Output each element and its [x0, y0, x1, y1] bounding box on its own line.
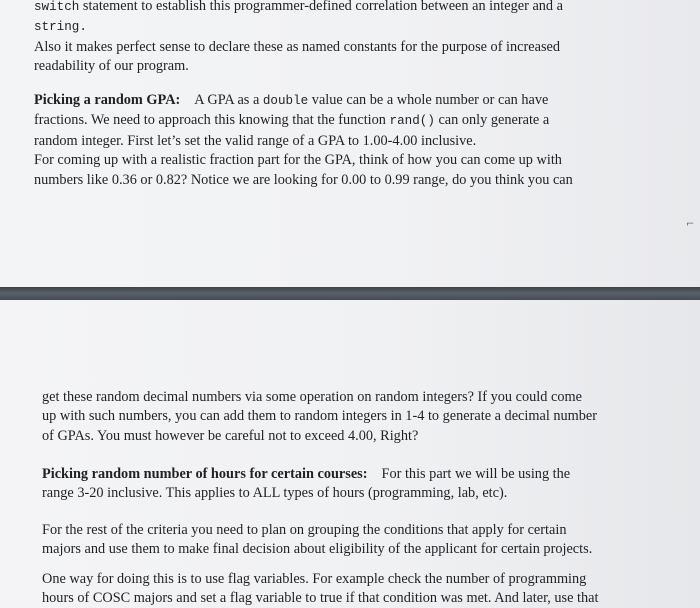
code-rand: rand() — [389, 114, 435, 129]
text-line: For this part we will be using the — [381, 466, 571, 482]
text-line: random integer. First let’s set the valid range of a GPA to 1.00-4.00 inclusive. — [34, 132, 477, 149]
text-line: statement to establish this programmer-defined correlation between an integer and a — [79, 0, 564, 14]
text-line: get these random decimal numbers via some operation on random integers? If you could come — [42, 389, 582, 405]
photo-divider-bar — [0, 287, 700, 300]
text-line: One way for doing this is to use flag variables. For example check the number of programming — [42, 571, 587, 587]
paragraph-switch-statement — [34, 0, 563, 77]
text-line: fractions. We need to approach this knowing that the function — [34, 112, 390, 129]
text-line: majors and use them to make final decision about eligibility of the applicant for certain projects. — [42, 541, 593, 558]
code-switch: switch — [34, 0, 80, 14]
text-line: up with such numbers, you can add them to random integers in 1-4 to generate a decimal number — [42, 408, 598, 425]
text-line: Also it makes perfect sense to declare these as named constants for the purpose of increased — [34, 38, 561, 55]
text-line: For coming up with a realistic fraction part for the GPA, think of how you can come up with — [34, 152, 562, 169]
paragraph-criteria — [42, 521, 592, 560]
text-line: value can be a whole number or can have — [308, 92, 549, 108]
text-line: A GPA as a — [194, 92, 263, 108]
mouse-cursor-icon: ⌐ — [686, 219, 695, 230]
text-line: can only generate a — [434, 112, 550, 129]
text-line: numbers like 0.36 or 0.82? Notice we are looking for 0.00 to 0.99 range, do you think you can — [34, 171, 573, 188]
top-page-photo — [0, 0, 700, 287]
bottom-page-photo — [0, 300, 700, 608]
paragraph-decimal-numbers — [42, 388, 597, 446]
paragraph-random-gpa — [34, 91, 573, 190]
code-string: string. — [34, 20, 87, 35]
text-line: of GPAs. You must however be careful not to exceed 4.00, Right? — [42, 427, 419, 444]
text-line: range 3-20 inclusive. This applies to ALL types of hours (programming, lab, etc). — [42, 485, 508, 502]
text-line: For the rest of the criteria you need to plan on grouping the conditions that apply for certain — [42, 522, 567, 538]
text-line: hours of COSC majors and set a flag variable to true if that condition was met. And later, use that — [42, 590, 599, 607]
code-double: double — [262, 94, 309, 108]
heading-random-gpa: Picking a random GPA: — [34, 92, 181, 108]
text-line: readability of our program. — [34, 58, 189, 75]
paragraph-flag-variables — [42, 570, 598, 608]
heading-random-hours: Picking random number of hours for certain courses: — [42, 466, 368, 482]
paragraph-random-hours — [42, 465, 570, 504]
